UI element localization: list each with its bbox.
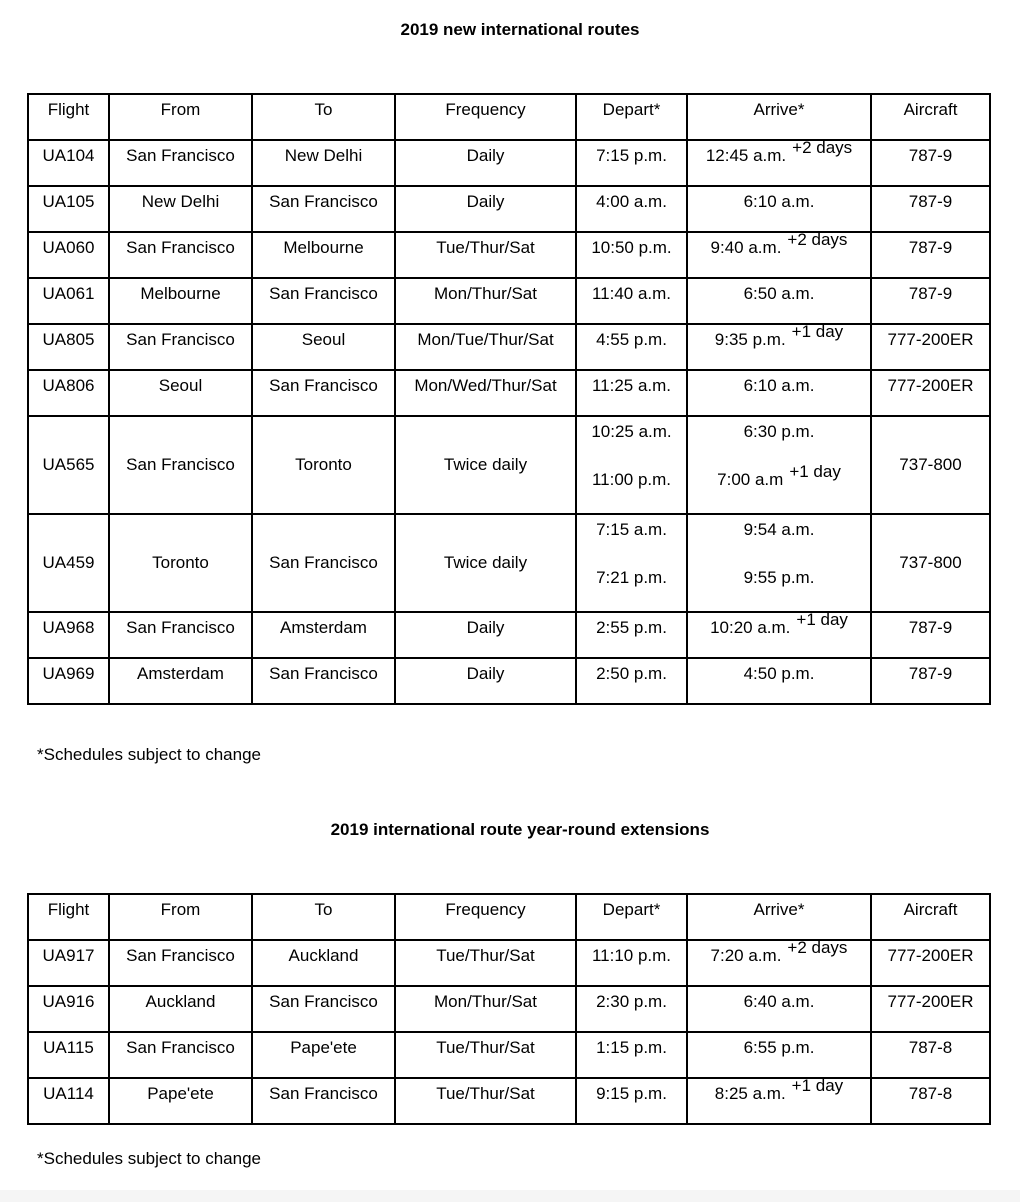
cell-to: San Francisco: [252, 186, 395, 232]
cell-flight: UA459: [28, 514, 109, 612]
table-row: [28, 940, 990, 986]
arrive-day-offset: +2 days: [787, 230, 848, 249]
arrive-time: 7:00 a.m: [717, 470, 784, 489]
header-from: From: [109, 894, 252, 940]
table-row: [28, 370, 990, 416]
cell-depart: [576, 278, 687, 324]
depart-time: 10:25 a.m.: [591, 422, 672, 441]
cell-to: San Francisco: [252, 370, 395, 416]
cell-flight: UA565: [28, 416, 109, 514]
cell-flight: UA917: [28, 940, 109, 986]
header-to: To: [252, 94, 395, 140]
cell-to: Auckland: [252, 940, 395, 986]
cell-from: Auckland: [109, 986, 252, 1032]
header-flight: Flight: [28, 894, 109, 940]
cell-depart: [576, 370, 687, 416]
table-row: [28, 1032, 990, 1078]
cell-aircraft: 787-8: [871, 1078, 990, 1124]
cell-to: Seoul: [252, 324, 395, 370]
cell-aircraft: 737-800: [871, 416, 990, 514]
cell-aircraft: 787-9: [871, 658, 990, 704]
table-row: [28, 416, 990, 514]
arrive-time: 6:10 a.m.: [743, 192, 815, 211]
cell-frequency: Mon/Wed/Thur/Sat: [395, 370, 576, 416]
depart-time: 2:55 p.m.: [596, 618, 667, 637]
arrive-day-offset: +1 day: [796, 610, 848, 629]
table-row: [28, 986, 990, 1032]
arrive-day-offset: +2 days: [787, 938, 848, 957]
arrive-time-line: [690, 1038, 868, 1058]
arrive-time-line: [690, 938, 868, 966]
cell-arrive: [687, 986, 871, 1032]
cell-arrive: [687, 140, 871, 186]
cell-depart: [576, 940, 687, 986]
header-aircraft: Aircraft: [871, 94, 990, 140]
cell-aircraft: 787-8: [871, 1032, 990, 1078]
depart-time: 11:40 a.m.: [591, 284, 672, 303]
arrive-time: 9:55 p.m.: [743, 568, 815, 587]
cell-depart: [576, 232, 687, 278]
arrive-time: 6:30 p.m.: [743, 422, 815, 441]
arrive-time-line: [690, 138, 868, 166]
cell-aircraft: 787-9: [871, 612, 990, 658]
cell-frequency: Tue/Thur/Sat: [395, 1078, 576, 1124]
header-row: [28, 894, 990, 940]
cell-flight: UA060: [28, 232, 109, 278]
cell-aircraft: 777-200ER: [871, 940, 990, 986]
cell-from: Pape'ete: [109, 1078, 252, 1124]
depart-time: 4:00 a.m.: [596, 192, 667, 211]
table-row: [28, 278, 990, 324]
arrive-time-line: [690, 568, 868, 588]
header-to: To: [252, 894, 395, 940]
arrive-time: 4:50 p.m.: [743, 664, 815, 683]
arrive-time: 6:10 a.m.: [743, 376, 815, 395]
cell-from: San Francisco: [109, 1032, 252, 1078]
cell-from: San Francisco: [109, 324, 252, 370]
table-row: [28, 514, 990, 612]
arrive-time: 9:35 p.m.: [714, 330, 786, 349]
arrive-day-offset: +1 day: [791, 322, 844, 341]
cell-depart: [576, 1078, 687, 1124]
cell-arrive: [687, 1032, 871, 1078]
cell-aircraft: 777-200ER: [871, 324, 990, 370]
cell-frequency: Tue/Thur/Sat: [395, 232, 576, 278]
depart-time: 4:55 p.m.: [596, 330, 667, 349]
cell-from: San Francisco: [109, 612, 252, 658]
cell-from: Amsterdam: [109, 658, 252, 704]
cell-arrive: [687, 278, 871, 324]
cell-frequency: Twice daily: [395, 514, 576, 612]
header-arrive: Arrive*: [687, 894, 871, 940]
header-flight: Flight: [28, 94, 109, 140]
header-row: [28, 94, 990, 140]
cell-flight: UA115: [28, 1032, 109, 1078]
depart-time: 10:50 p.m.: [591, 238, 672, 257]
section2-footnote: *Schedules subject to change: [37, 1149, 261, 1168]
depart-time: 7:21 p.m.: [596, 568, 667, 587]
cell-to: Toronto: [252, 416, 395, 514]
cell-frequency: Tue/Thur/Sat: [395, 940, 576, 986]
cell-flight: UA114: [28, 1078, 109, 1124]
cell-frequency: Twice daily: [395, 416, 576, 514]
depart-time: 7:15 a.m.: [596, 520, 667, 539]
cell-frequency: Mon/Thur/Sat: [395, 986, 576, 1032]
cell-from: San Francisco: [109, 940, 252, 986]
cell-depart: [576, 514, 687, 612]
cell-aircraft: 787-9: [871, 186, 990, 232]
depart-time: 7:15 p.m.: [596, 146, 667, 165]
arrive-time-line: [690, 376, 868, 396]
arrive-time-line: [690, 284, 868, 304]
arrive-time-line: [690, 422, 868, 442]
cell-depart: [576, 658, 687, 704]
table-row: [28, 612, 990, 658]
depart-time: 9:15 p.m.: [596, 1084, 667, 1103]
cell-from: New Delhi: [109, 186, 252, 232]
cell-aircraft: 777-200ER: [871, 986, 990, 1032]
cell-aircraft: 787-9: [871, 232, 990, 278]
header-aircraft: Aircraft: [871, 894, 990, 940]
cell-to: San Francisco: [252, 658, 395, 704]
table-row: [28, 1078, 990, 1124]
cell-arrive: [687, 370, 871, 416]
cell-from: San Francisco: [109, 140, 252, 186]
section1-title: 2019 new international routes: [400, 20, 640, 39]
cell-frequency: Daily: [395, 186, 576, 232]
cell-to: Pape'ete: [252, 1032, 395, 1078]
cell-depart: [576, 140, 687, 186]
cell-to: San Francisco: [252, 514, 395, 612]
cell-depart: [576, 186, 687, 232]
arrive-time: 9:40 a.m.: [710, 238, 782, 257]
depart-time: 1:15 p.m.: [596, 1038, 667, 1057]
arrive-time: 7:20 a.m.: [710, 946, 782, 965]
arrive-time-line: [690, 1076, 868, 1104]
section1-footnote: *Schedules subject to change: [37, 745, 261, 764]
cell-to: San Francisco: [252, 986, 395, 1032]
arrive-time: 6:55 p.m.: [743, 1038, 815, 1057]
table-row: [28, 140, 990, 186]
cell-aircraft: 787-9: [871, 140, 990, 186]
arrive-day-offset: +1 day: [791, 1076, 844, 1095]
page-bottom-strip: [0, 1190, 1020, 1202]
arrive-time-line: [690, 992, 868, 1012]
depart-time: 11:10 p.m.: [591, 946, 672, 965]
cell-aircraft: 737-800: [871, 514, 990, 612]
depart-time: 11:25 a.m.: [591, 376, 672, 395]
arrive-time-line: [690, 322, 868, 350]
arrive-time-line: [690, 230, 868, 258]
cell-to: Amsterdam: [252, 612, 395, 658]
cell-arrive: [687, 612, 871, 658]
arrive-time-line: [690, 520, 868, 540]
cell-frequency: Mon/Tue/Thur/Sat: [395, 324, 576, 370]
cell-from: San Francisco: [109, 416, 252, 514]
header-arrive: Arrive*: [687, 94, 871, 140]
table-row: [28, 658, 990, 704]
arrive-time-line: [690, 610, 868, 638]
arrive-time: 10:20 a.m.: [710, 618, 791, 637]
arrive-time: 9:54 a.m.: [743, 520, 815, 539]
cell-frequency: Mon/Thur/Sat: [395, 278, 576, 324]
cell-arrive: [687, 514, 871, 612]
cell-depart: [576, 986, 687, 1032]
cell-flight: UA806: [28, 370, 109, 416]
cell-frequency: Tue/Thur/Sat: [395, 1032, 576, 1078]
header-from: From: [109, 94, 252, 140]
cell-depart: [576, 1032, 687, 1078]
cell-frequency: Daily: [395, 658, 576, 704]
cell-flight: UA969: [28, 658, 109, 704]
cell-arrive: [687, 940, 871, 986]
cell-frequency: Daily: [395, 612, 576, 658]
arrive-time-line: [690, 462, 868, 490]
cell-arrive: [687, 658, 871, 704]
arrive-day-offset: +2 days: [792, 138, 853, 157]
cell-frequency: Daily: [395, 140, 576, 186]
cell-flight: UA104: [28, 140, 109, 186]
cell-depart: [576, 416, 687, 514]
cell-aircraft: 787-9: [871, 278, 990, 324]
cell-arrive: [687, 324, 871, 370]
table-row: [28, 324, 990, 370]
cell-from: Melbourne: [109, 278, 252, 324]
section2-title: 2019 international route year-round extensions: [330, 820, 710, 839]
cell-arrive: [687, 416, 871, 514]
cell-to: San Francisco: [252, 278, 395, 324]
cell-to: New Delhi: [252, 140, 395, 186]
table-row: [28, 186, 990, 232]
cell-arrive: [687, 232, 871, 278]
arrive-time: 12:45 a.m.: [705, 146, 787, 165]
depart-time: 11:00 p.m.: [591, 470, 672, 489]
cell-aircraft: 777-200ER: [871, 370, 990, 416]
header-frequency: Frequency: [395, 94, 576, 140]
cell-flight: UA805: [28, 324, 109, 370]
cell-flight: UA061: [28, 278, 109, 324]
header-depart: Depart*: [576, 894, 687, 940]
cell-from: Toronto: [109, 514, 252, 612]
new-routes-table: [27, 93, 991, 705]
arrive-time: 6:40 a.m.: [743, 992, 815, 1011]
arrive-time-line: [690, 664, 868, 684]
arrive-time: 6:50 a.m.: [743, 284, 815, 303]
arrive-time: 8:25 a.m.: [714, 1084, 786, 1103]
cell-from: San Francisco: [109, 232, 252, 278]
extensions-table: [27, 893, 991, 1125]
cell-arrive: [687, 1078, 871, 1124]
table-row: [28, 232, 990, 278]
depart-time: 2:30 p.m.: [596, 992, 667, 1011]
arrive-time-line: [690, 192, 868, 212]
cell-to: Melbourne: [252, 232, 395, 278]
cell-to: San Francisco: [252, 1078, 395, 1124]
cell-flight: UA916: [28, 986, 109, 1032]
arrive-day-offset: +1 day: [789, 462, 841, 481]
cell-depart: [576, 612, 687, 658]
header-depart: Depart*: [576, 94, 687, 140]
cell-flight: UA968: [28, 612, 109, 658]
cell-flight: UA105: [28, 186, 109, 232]
cell-arrive: [687, 186, 871, 232]
cell-depart: [576, 324, 687, 370]
cell-from: Seoul: [109, 370, 252, 416]
depart-time: 2:50 p.m.: [596, 664, 667, 683]
header-frequency: Frequency: [395, 894, 576, 940]
